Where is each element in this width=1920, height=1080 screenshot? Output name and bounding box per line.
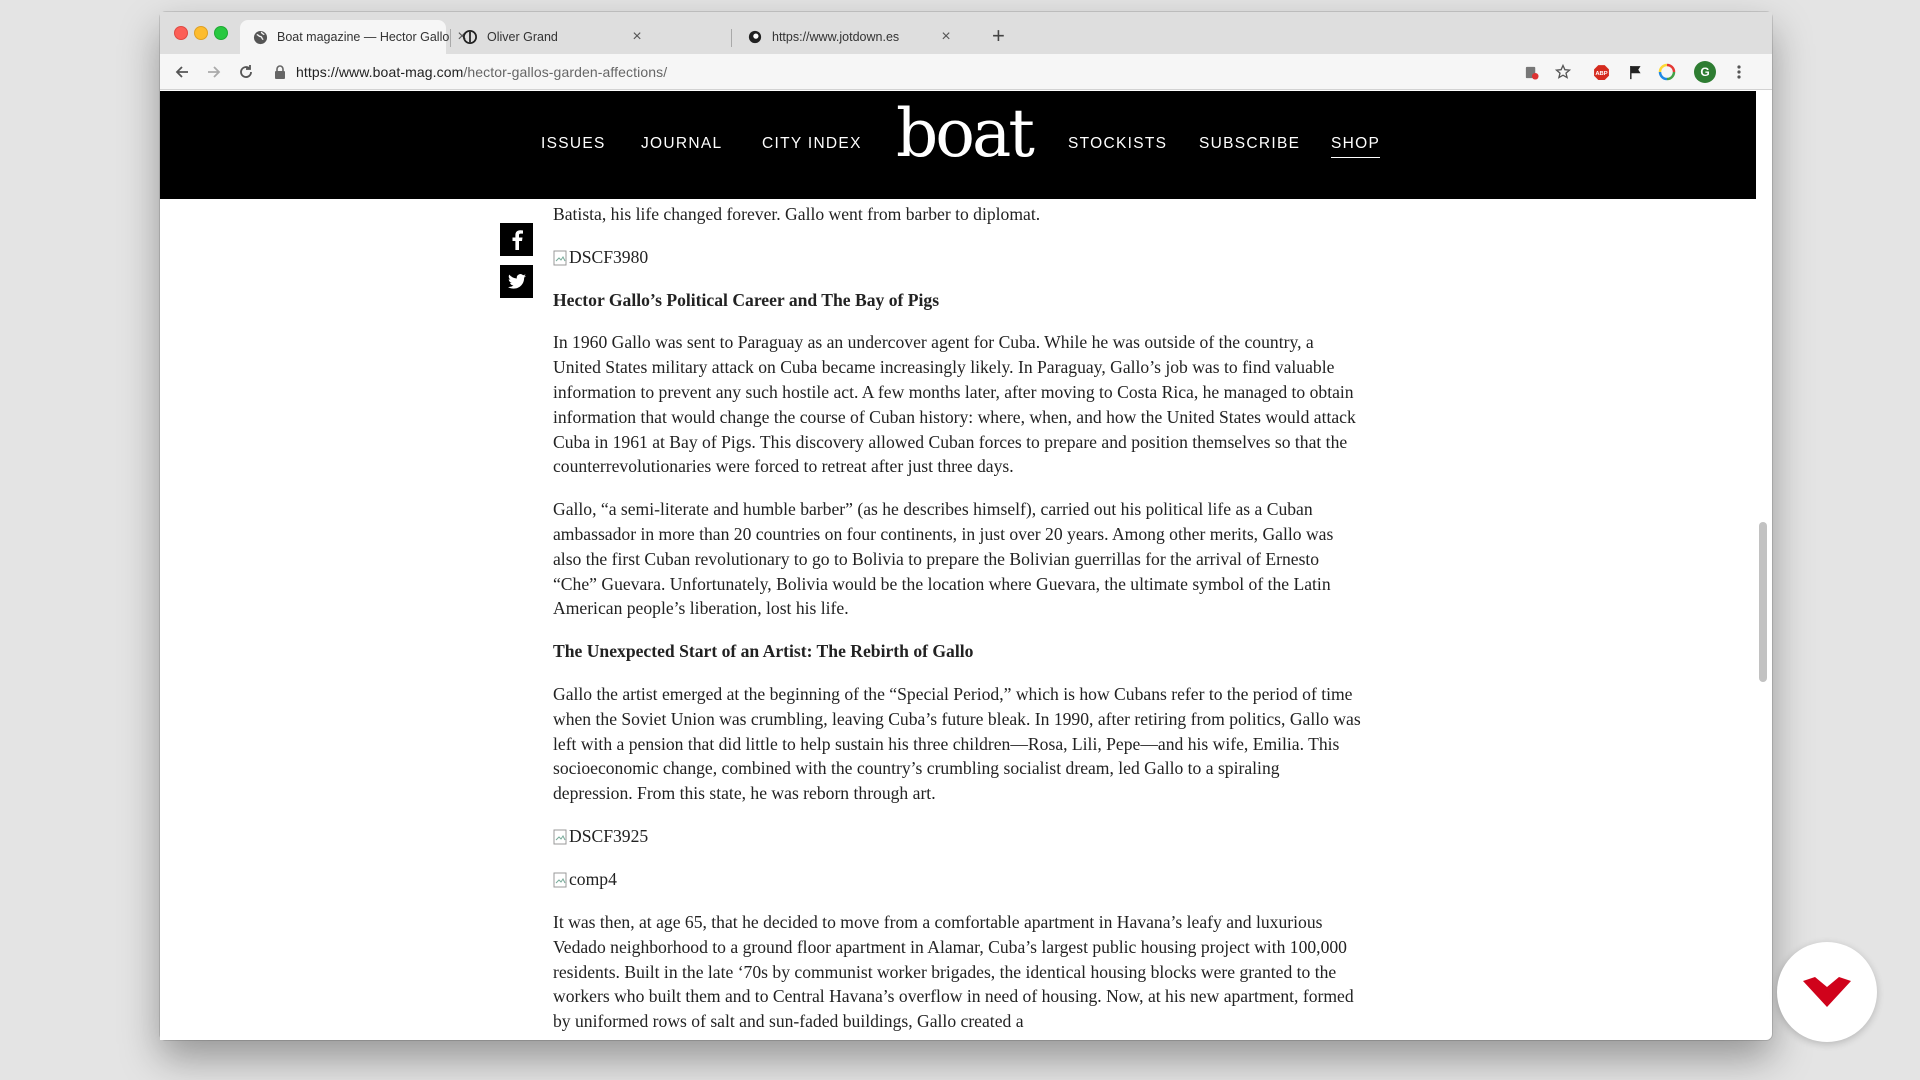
image-alt-text: comp4 bbox=[569, 869, 617, 890]
boat-logo[interactable]: boat bbox=[896, 95, 1032, 172]
twitter-share-icon[interactable] bbox=[500, 265, 533, 298]
profile-avatar[interactable]: G bbox=[1694, 61, 1716, 83]
svg-text:ABP: ABP bbox=[1594, 70, 1608, 77]
nav-subscribe[interactable]: SUBSCRIBE bbox=[1199, 135, 1301, 152]
image-alt-text: DSCF3925 bbox=[569, 826, 649, 847]
site-header bbox=[160, 91, 1756, 199]
url-path: /hector-gallos-garden-affections/ bbox=[463, 64, 668, 80]
flag-extension-icon[interactable] bbox=[1626, 63, 1644, 81]
url-host: https://www.boat-mag.com bbox=[296, 64, 464, 80]
adblock-plus-icon[interactable] bbox=[1592, 63, 1610, 81]
article-paragraph: Batista, his life changed forever. Gallo went from barber to diplomat. bbox=[553, 203, 1041, 224]
minimize-window-button[interactable] bbox=[194, 26, 208, 40]
zoom-window-button[interactable] bbox=[214, 26, 228, 40]
lock-icon bbox=[274, 65, 286, 79]
nav-shop[interactable]: SHOP bbox=[1331, 135, 1380, 158]
broken-image-icon bbox=[553, 248, 569, 266]
tab-jotdown[interactable] bbox=[735, 20, 965, 54]
back-arrow-icon[interactable] bbox=[172, 62, 192, 82]
image-placeholder bbox=[553, 245, 1363, 270]
page-scrollbar[interactable] bbox=[1759, 522, 1767, 682]
heart-logo-icon bbox=[1801, 975, 1853, 1009]
new-tab-button[interactable]: + bbox=[992, 23, 1005, 48]
image-placeholder bbox=[553, 824, 1363, 849]
reload-icon[interactable] bbox=[236, 62, 256, 82]
image-alt-text: DSCF3980 bbox=[569, 246, 649, 267]
jotdown-favicon-icon bbox=[747, 29, 763, 45]
facebook-share-icon[interactable] bbox=[500, 223, 533, 256]
tab-oliver-grand[interactable] bbox=[450, 20, 656, 54]
browser-toolbar bbox=[160, 54, 1772, 90]
nav-issues[interactable]: ISSUES bbox=[541, 135, 606, 152]
url-text bbox=[296, 64, 667, 80]
article-paragraph: Gallo, “a semi-literate and humble barber” (as he describes himself), carried out his political life as a Cuban ambassador in more than 20 countries on four continents, in just over 20 years. Among other merits, Gallo was also the first Cuban revolutionary to go to Bolivia to prepare the Bolivian guerrillas for the arrival of Ernesto “Che” Guevara. Unfortunately, Bolivia would be the location where Guevara, the ultimate symbol of the Latin American people’s liberation, lost his life. bbox=[553, 499, 1334, 619]
nav-stockists[interactable]: STOCKISTS bbox=[1068, 135, 1168, 152]
blocked-content-icon[interactable] bbox=[1522, 63, 1540, 81]
broken-image-icon bbox=[553, 870, 569, 888]
tab-close-icon[interactable]: × bbox=[941, 28, 951, 45]
domestika-logo-badge bbox=[1777, 942, 1877, 1042]
oliver-grand-favicon-icon bbox=[462, 29, 478, 45]
tab-title: https://www.jotdown.es bbox=[772, 30, 900, 44]
forward-arrow-icon[interactable] bbox=[204, 62, 224, 82]
sync-extension-icon[interactable] bbox=[1658, 63, 1676, 81]
article-paragraph: It was then, at age 65, that he decided to move from a comfortable apartment in Havana’s leafy and luxurious Vedado neighborhood to a ground floor apartment in Alamar, Cuba’s largest public housing project with 100,000 residents. Built in the late ‘70s by communist worker brigades, the identical housing blocks were granted to the workers who built them and to Central Havana’s overflow in need of housing. Now, at his new apartment, formed by uniformed rows of salt and sun-faded buildings, Gallo created a bbox=[553, 911, 1354, 1032]
article-paragraph: Gallo the artist emerged at the beginning of the “Special Period,” which is how Cubans refer to the period of time when the Soviet Union was crumbling, leaving Cuba’s future bleak. In 1990, after retiring from politics, Gallo was left with a pension that did little to help sustain his three children—Rosa, Lili, Pepe—and his wife, Emilia. This socioeconomic change, combined with the country’s crumbling socialist dream, led Gallo to a spiraling depression. From this state, he was reborn through art. bbox=[553, 683, 1361, 804]
tab-close-icon[interactable]: × bbox=[457, 28, 467, 45]
article-body bbox=[553, 177, 1363, 1052]
globe-icon bbox=[252, 29, 268, 45]
section-heading: Hector Gallo’s Political Career and The Bay of Pigs bbox=[553, 289, 940, 310]
article-paragraph: In 1960 Gallo was sent to Paraguay as an undercover agent for Cuba. While he was outside of the country, a United States military attack on Cuba became increasingly likely. In Paraguay, Gallo’s job was to find valuable information to prevent any such hostile act. A few months later, after moving to Costa Rica, he managed to obtain information that would change the course of Cuban history: where, when, and how the United States would attack Cuba in 1961 at Bay of Pigs. This discovery allowed Cuban forces to prepare and position themselves so that the counterrevolutionaries were forced to retreat after just three days. bbox=[553, 332, 1356, 477]
bookmark-star-icon[interactable] bbox=[1554, 63, 1572, 81]
nav-journal[interactable]: JOURNAL bbox=[641, 135, 723, 152]
address-bar[interactable] bbox=[268, 58, 1668, 86]
menu-kebab-icon[interactable] bbox=[1730, 63, 1748, 81]
tab-title: Oliver Grand bbox=[487, 30, 558, 44]
image-placeholder bbox=[553, 867, 1363, 892]
browser-window bbox=[160, 12, 1772, 1040]
broken-image-icon bbox=[553, 827, 569, 845]
tab-strip bbox=[160, 12, 1772, 54]
close-window-button[interactable] bbox=[174, 26, 188, 40]
tab-title: Boat magazine — Hector Gallo bbox=[277, 30, 450, 44]
tab-close-icon[interactable]: × bbox=[632, 28, 642, 45]
page-viewport bbox=[160, 91, 1756, 1040]
tab-divider bbox=[731, 29, 732, 47]
nav-city-index[interactable]: CITY INDEX bbox=[762, 135, 862, 152]
section-heading: The Unexpected Start of an Artist: The Rebirth of Gallo bbox=[553, 641, 974, 662]
tab-boat-magazine[interactable] bbox=[240, 20, 467, 54]
